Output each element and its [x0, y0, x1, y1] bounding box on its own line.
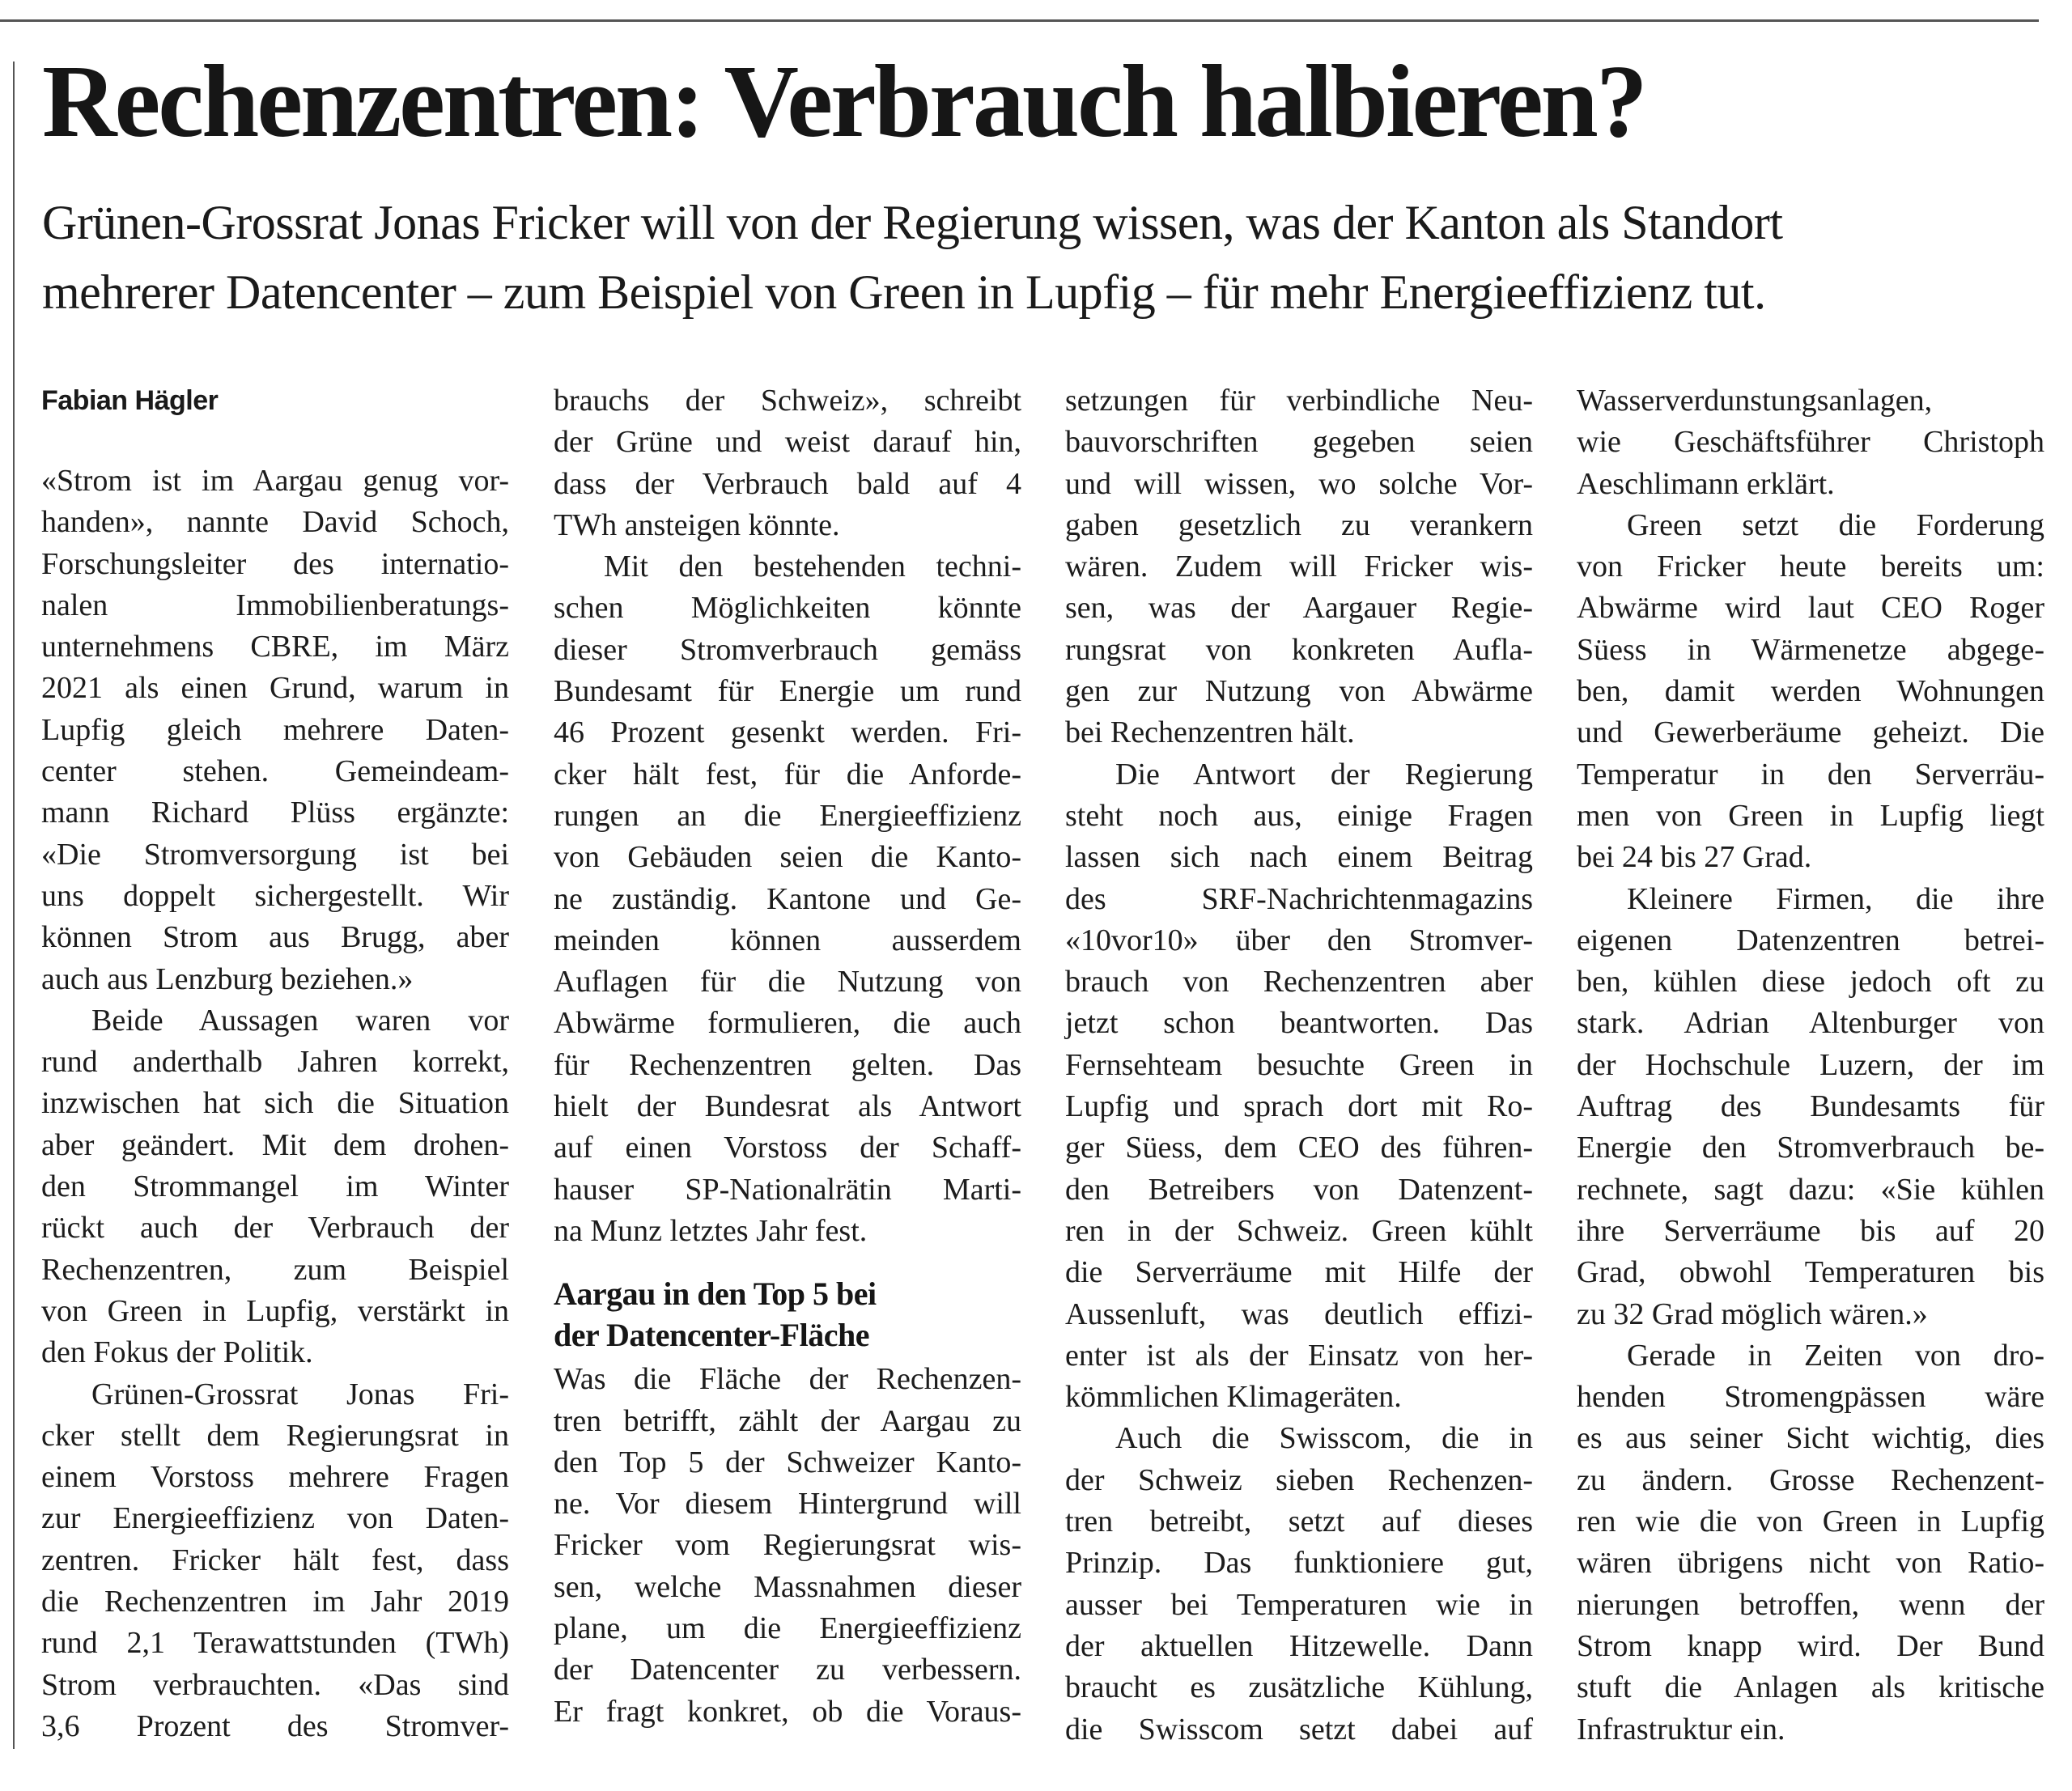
text-line: Gerade in Zeiten von dro-: [1627, 1338, 2044, 1373]
text-line: wie Geschäftsführer Christoph: [1577, 425, 2044, 460]
subheading-line: Aargau in den Top 5 bei: [554, 1275, 877, 1313]
text-line: Aeschlimann erklärt.: [1577, 466, 1835, 501]
left-column-rule: [13, 62, 15, 1749]
text-line: aber geändert. Mit dem drohen-: [41, 1127, 509, 1162]
text-line: tren betreibt, setzt auf dieses: [1065, 1505, 1533, 1539]
paragraph: [1577, 380, 2044, 505]
text-line: Aussenluft, was deutlich effizi-: [1065, 1297, 1533, 1331]
paragraph: [41, 1374, 509, 1748]
text-line: Infrastruktur ein.: [1577, 1712, 1785, 1746]
text-line: die Rechenzentren im Jahr 2019: [41, 1585, 509, 1619]
headline: Rechenzentren: Verbrauch halbieren?: [42, 44, 1645, 159]
text-line: eigenen Datenzentren betrei-: [1577, 923, 2044, 957]
text-line: kömmlichen Klimageräten.: [1065, 1380, 1402, 1415]
text-line: Grad, obwohl Temperaturen bis: [1577, 1255, 2044, 1290]
lead-line: mehrerer Datencenter – zum Beispiel von Green in Lupfig – für mehr Energieeffizienz tut.: [42, 265, 1766, 319]
text-line: tren betrifft, zählt der Aargau zu: [554, 1403, 1021, 1438]
text-line: inzwischen hat sich die Situation: [41, 1086, 509, 1121]
text-line: bei Rechenzentren hält.: [1065, 715, 1355, 750]
text-line: sen, welche Massnahmen dieser: [554, 1569, 1021, 1604]
text-line: Rechenzentren, zum Beispiel: [41, 1252, 509, 1287]
text-line: Süess in Wärmenetze abgege-: [1577, 632, 2044, 667]
text-line: nierungen betroffen, wenn der: [1577, 1587, 2044, 1622]
text-line: rechnete, sagt dazu: «Sie kühlen: [1577, 1172, 2044, 1207]
text-line: Bundesamt für Energie um rund: [554, 674, 1021, 709]
text-line: Auch die Swisscom, die in: [1115, 1421, 1533, 1456]
text-line: auch aus Lenzburg beziehen.»: [41, 961, 414, 996]
text-line: der Hochschule Luzern, der im: [1577, 1047, 2044, 1082]
text-line: Abwärme wird laut CEO Roger: [1577, 591, 2044, 626]
text-line: zu 32 Grad möglich wären.»: [1577, 1297, 1928, 1331]
paragraph: [1065, 380, 1533, 754]
text-line: henden Stromengpässen wäre: [1577, 1380, 2044, 1415]
text-line: ren wie die von Green in Lupfig: [1577, 1505, 2044, 1539]
text-line: Strom verbrauchten. «Das sind: [41, 1667, 509, 1702]
text-line: plane, um die Energieeffizienz: [554, 1611, 1021, 1646]
text-line: uns doppelt sichergestellt. Wir: [41, 878, 509, 913]
text-line: TWh ansteigen könnte.: [554, 507, 840, 542]
text-line: der Datencenter zu verbessern.: [554, 1653, 1021, 1687]
text-line: den Betreibers von Datenzent-: [1065, 1172, 1533, 1207]
text-line: zentren. Fricker hält fest, dass: [41, 1543, 509, 1577]
text-line: jetzt schon beantworten. Das: [1065, 1006, 1533, 1041]
text-line: mann Richard Plüss ergänzte:: [41, 796, 509, 830]
text-line: Temperatur in den Serverräu-: [1577, 757, 2044, 792]
text-line: ben, kühlen diese jedoch oft zu: [1577, 965, 2044, 999]
article-column-1: [41, 380, 509, 1747]
text-line: «Strom ist im Aargau genug vor-: [41, 464, 509, 498]
lead-line: Grünen-Grossrat Jonas Fricker will von der Regierung wissen, was der Kanton als Standort: [42, 196, 1783, 249]
text-line: ben, damit werden Wohnungen: [1577, 674, 2044, 709]
text-line: Kleinere Firmen, die ihre: [1627, 881, 2044, 916]
text-line: 2021 als einen Grund, warum in: [41, 671, 509, 706]
text-line: Wasserverdunstungsanlagen,: [1577, 384, 1933, 418]
text-line: lassen sich nach einem Beitrag: [1065, 840, 1533, 875]
paragraph: [554, 546, 1021, 1252]
text-line: es aus seiner Sicht wichtig, dies: [1577, 1421, 2044, 1456]
text-line: schen Möglichkeiten könnte: [554, 591, 1021, 626]
text-line: rungen an die Energieeffizienz: [554, 798, 1021, 833]
text-line: bei 24 bis 27 Grad.: [1577, 840, 1812, 875]
text-line: und will wissen, wo solche Vor-: [1065, 466, 1533, 501]
text-line: ne zuständig. Kantone und Ge-: [554, 881, 1021, 916]
text-line: Lupfig und sprach dort mit Ro-: [1065, 1089, 1533, 1124]
lead-paragraph: [42, 188, 2041, 327]
text-line: Forschungsleiter des internatio-: [41, 546, 509, 581]
text-line: «10vor10» über den Stromver-: [1065, 923, 1533, 957]
text-line: brauch von Rechenzentren aber: [1065, 965, 1533, 999]
paragraph: [1065, 1418, 1533, 1750]
author-byline: Fabian Hägler: [41, 385, 219, 416]
text-line: rund anderthalb Jahren korrekt,: [41, 1045, 509, 1080]
text-line: nalen Immobilienberatungs-: [41, 588, 509, 622]
text-line: hauser SP-Nationalrätin Marti-: [554, 1172, 1021, 1207]
text-line: rückt auch der Verbrauch der: [41, 1211, 509, 1246]
text-line: gaben gesetzlich zu verankern: [1065, 507, 1533, 542]
text-line: steht noch aus, einige Fragen: [1065, 798, 1533, 833]
text-line: rund 2,1 Terawattstunden (TWh): [41, 1626, 509, 1661]
text-line: wären. Zudem will Fricker wis-: [1065, 550, 1533, 584]
paragraph: [1577, 879, 2044, 1335]
text-line: ger Süess, dem CEO des führen-: [1065, 1131, 1533, 1165]
text-line: Er fragt konkret, ob die Voraus-: [554, 1694, 1021, 1729]
text-line: auf einen Vorstoss der Schaff-: [554, 1131, 1021, 1165]
text-line: unternehmens CBRE, im März: [41, 630, 509, 664]
text-line: von Gebäuden seien die Kanto-: [554, 840, 1021, 875]
subheading: [554, 1273, 1021, 1356]
paragraph: [1577, 505, 2044, 879]
text-line: und Gewerberäume geheizt. Die: [1577, 715, 2044, 750]
text-line: Auftrag des Bundesamts für: [1577, 1089, 2044, 1124]
text-line: Auflagen für die Nutzung von: [554, 965, 1021, 999]
text-line: meinden können ausserdem: [554, 923, 1021, 957]
text-line: gen zur Nutzung von Abwärme: [1065, 674, 1533, 709]
text-line: den Strommangel im Winter: [41, 1169, 509, 1204]
text-line: brauchs der Schweiz», schreibt: [554, 384, 1021, 418]
text-line: Lupfig gleich mehrere Daten-: [41, 712, 509, 747]
text-line: dieser Stromverbrauch gemäss: [554, 632, 1021, 667]
text-line: 3,6 Prozent des Stromver-: [41, 1708, 509, 1743]
text-line: Abwärme formulieren, die auch: [554, 1006, 1021, 1041]
text-line: ne. Vor diesem Hintergrund will: [554, 1487, 1021, 1522]
text-line: Mit den bestehenden techni-: [604, 550, 1021, 584]
article-column-2: [554, 380, 1021, 1733]
text-line: Was die Fläche der Rechenzen-: [554, 1362, 1021, 1397]
paragraph: [554, 1359, 1021, 1733]
text-line: stuft die Anlagen als kritische: [1577, 1670, 2044, 1705]
text-line: der aktuellen Hitzewelle. Dann: [1065, 1628, 1533, 1663]
paragraph: [41, 1000, 509, 1374]
text-line: Fernsehteam besuchte Green in: [1065, 1047, 1533, 1082]
text-line: Die Antwort der Regierung: [1115, 757, 1533, 792]
text-line: Prinzip. Das funktioniere gut,: [1065, 1546, 1533, 1581]
text-line: die Serverräume mit Hilfe der: [1065, 1255, 1533, 1290]
text-line: Beide Aussagen waren vor: [91, 1003, 509, 1038]
text-line: center stehen. Gemeindeam-: [41, 754, 509, 789]
text-line: men von Green in Lupfig liegt: [1577, 798, 2044, 833]
top-rule: [0, 19, 2039, 22]
text-line: na Munz letztes Jahr fest.: [554, 1213, 868, 1248]
paragraph: [554, 380, 1021, 546]
text-line: ren in der Schweiz. Green kühlt: [1065, 1213, 1533, 1248]
text-line: die Swisscom setzt dabei auf: [1065, 1712, 1533, 1746]
text-line: zu ändern. Grosse Rechenzent-: [1577, 1462, 2044, 1497]
text-line: ihre Serverräume bis auf 20: [1577, 1213, 2044, 1248]
text-line: cker hält fest, für die Anforde-: [554, 757, 1021, 792]
text-line: Green setzt die Forderung: [1627, 507, 2044, 542]
text-line: setzungen für verbindliche Neu-: [1065, 384, 1533, 418]
text-line: von Green in Lupfig, verstärkt in: [41, 1293, 509, 1328]
text-line: 46 Prozent gesenkt werden. Fri-: [554, 715, 1021, 750]
text-line: Grünen-Grossrat Jonas Fri-: [91, 1377, 509, 1411]
article-column-4: [1577, 380, 2044, 1751]
text-line: der Schweiz sieben Rechenzen-: [1065, 1462, 1533, 1497]
text-line: braucht es zusätzliche Kühlung,: [1065, 1670, 1533, 1705]
text-line: Energie den Stromverbrauch be-: [1577, 1131, 2044, 1165]
text-line: des SRF-Nachrichtenmagazins: [1065, 881, 1533, 916]
text-line: cker stellt dem Regierungsrat in: [41, 1418, 509, 1453]
text-line: der Grüne und weist darauf hin,: [554, 425, 1021, 460]
text-line: den Top 5 der Schweizer Kanto-: [554, 1445, 1021, 1479]
subheading-line: der Datencenter-Fläche: [554, 1317, 869, 1354]
paragraph: [1577, 1335, 2044, 1751]
text-line: ausser bei Temperaturen wie in: [1065, 1587, 1533, 1622]
text-line: «Die Stromversorgung ist bei: [41, 837, 509, 872]
article-column-3: [1065, 380, 1533, 1751]
paragraph: [41, 460, 509, 1000]
text-line: Strom knapp wird. Der Bund: [1577, 1628, 2044, 1663]
text-line: den Fokus der Politik.: [41, 1335, 313, 1370]
text-line: für Rechenzentren gelten. Das: [554, 1047, 1021, 1082]
text-line: hielt der Bundesrat als Antwort: [554, 1089, 1021, 1124]
text-line: sen, was der Aargauer Regie-: [1065, 591, 1533, 626]
text-line: bauvorschriften gegeben seien: [1065, 425, 1533, 460]
text-line: handen», nannte David Schoch,: [41, 505, 509, 540]
text-line: stark. Adrian Altenburger von: [1577, 1006, 2044, 1041]
text-line: können Strom aus Brugg, aber: [41, 920, 509, 955]
text-line: zur Energieeffizienz von Daten-: [41, 1501, 509, 1536]
text-line: dass der Verbrauch bald auf 4: [554, 466, 1021, 501]
text-line: Fricker vom Regierungsrat wis-: [554, 1528, 1021, 1563]
paragraph: [1065, 754, 1533, 1419]
text-line: wären übrigens nicht von Ratio-: [1577, 1546, 2044, 1581]
text-line: rungsrat von konkreten Aufla-: [1065, 632, 1533, 667]
text-line: von Fricker heute bereits um:: [1577, 550, 2044, 584]
text-line: einem Vorstoss mehrere Fragen: [41, 1460, 509, 1495]
text-line: enter ist als der Einsatz von her-: [1065, 1338, 1533, 1373]
